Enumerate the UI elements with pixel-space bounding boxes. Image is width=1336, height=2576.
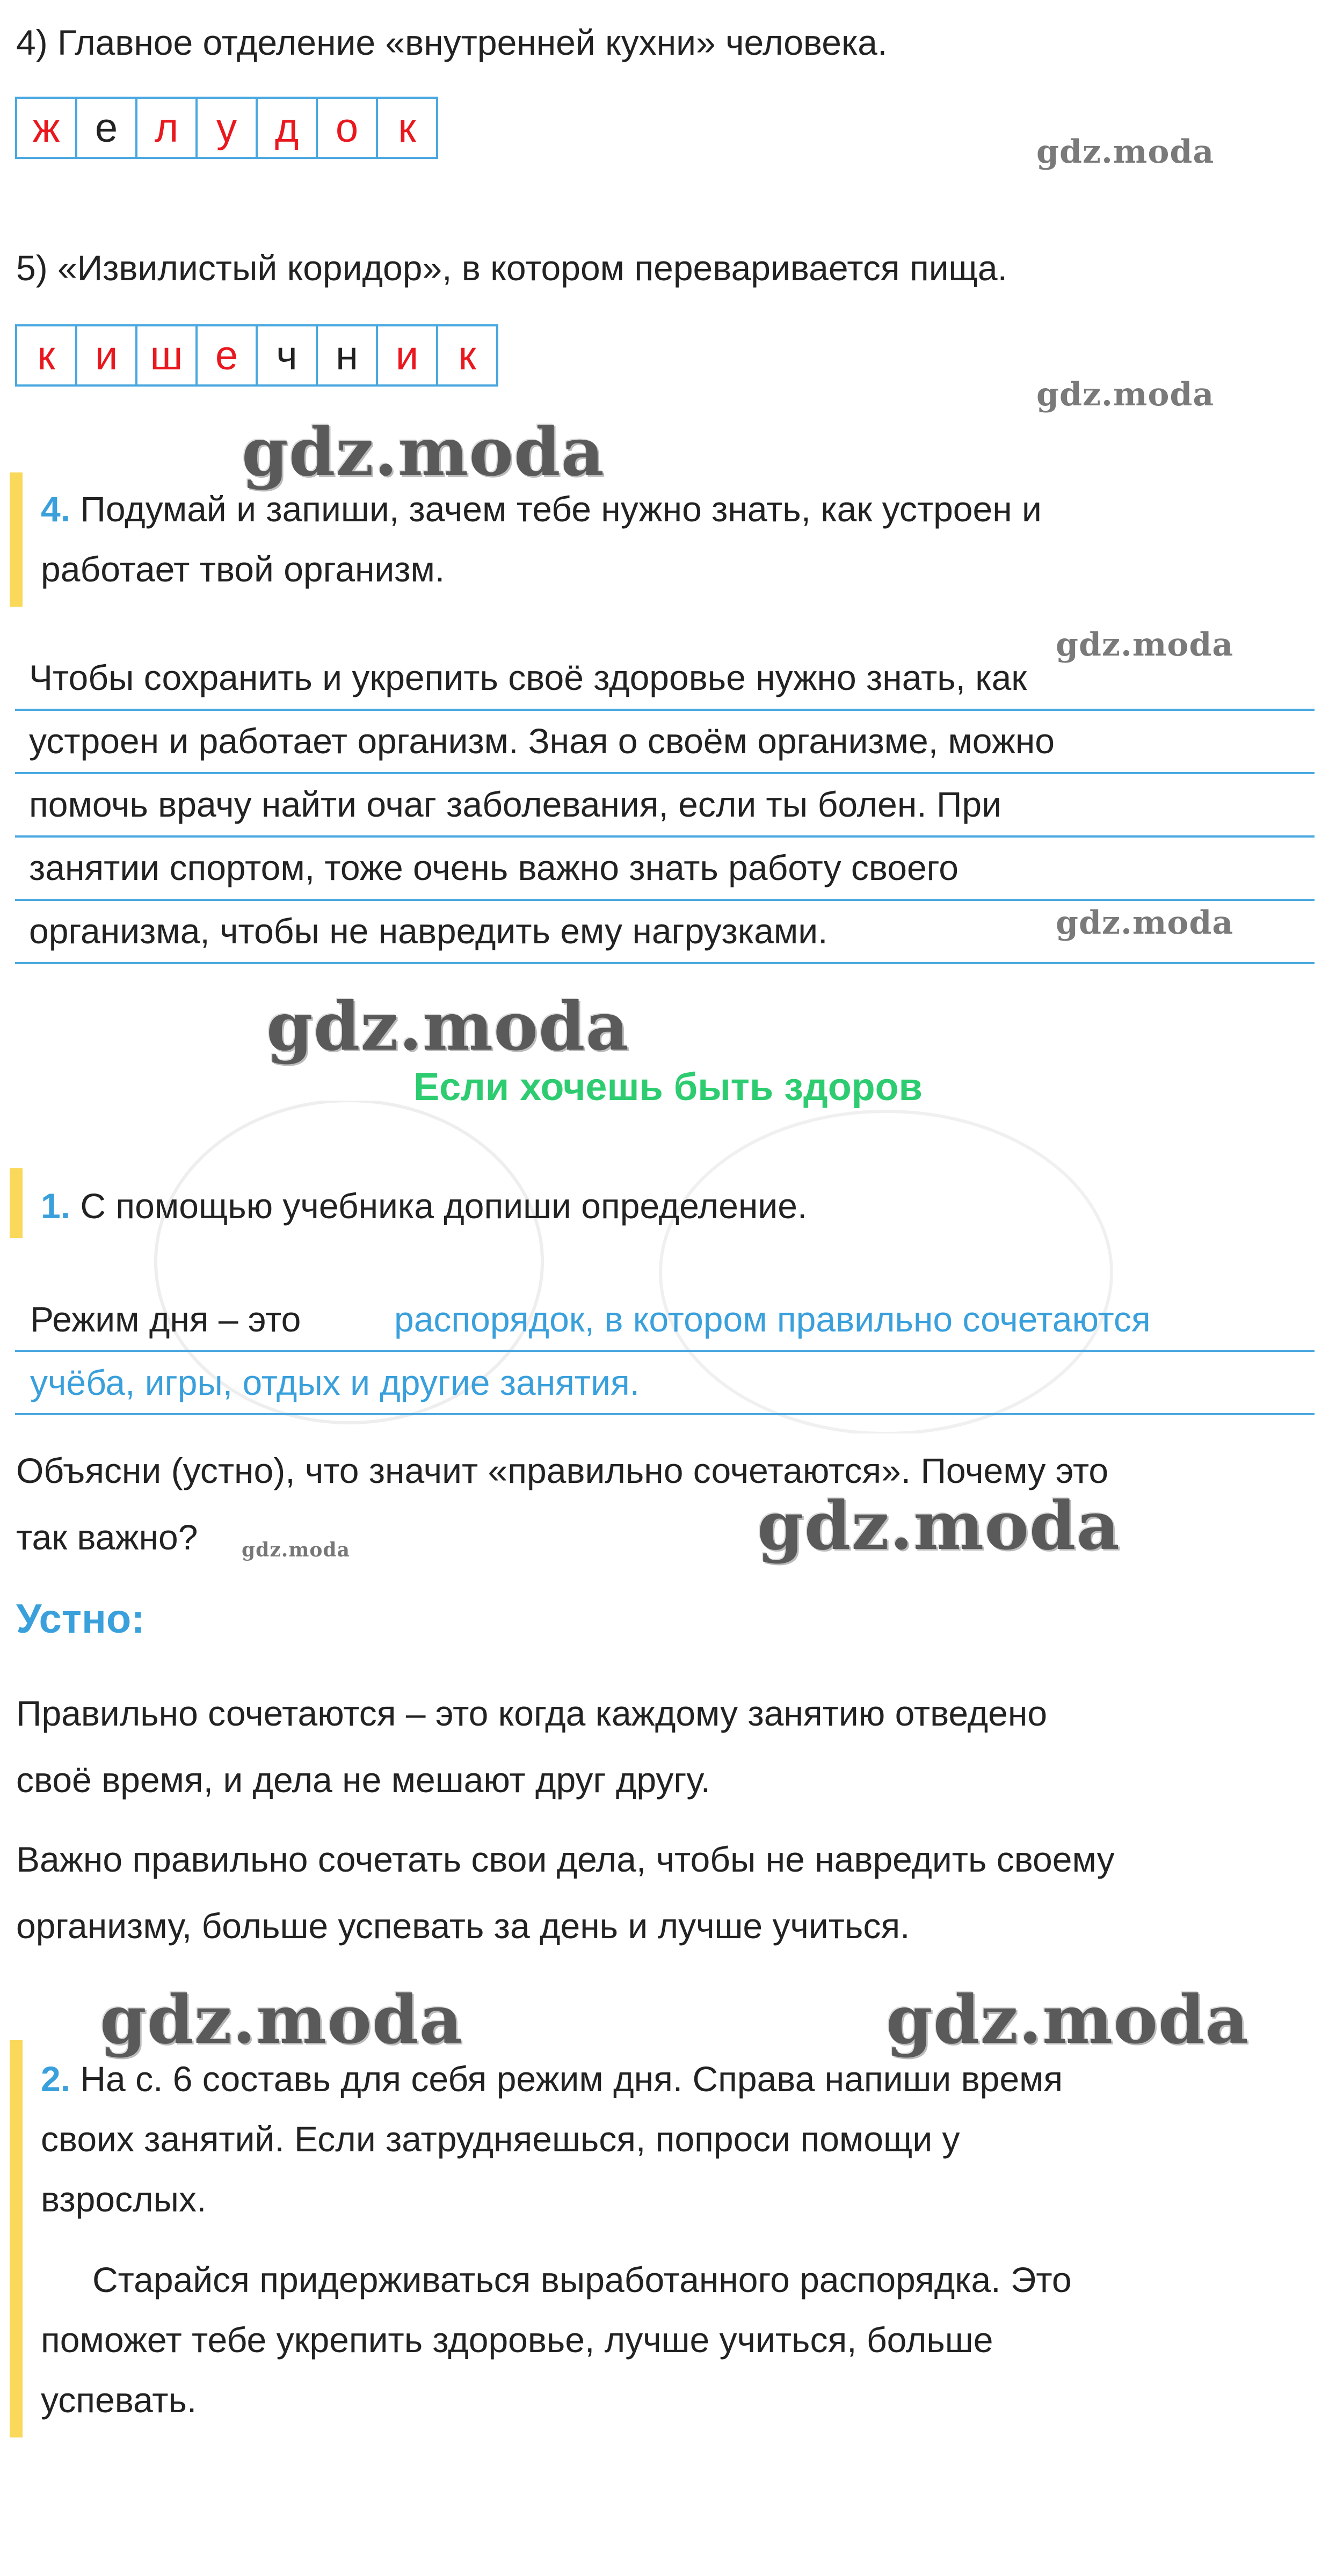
explain-question-line2: так важно? [16, 1517, 198, 1557]
question-4-text: 4) Главное отделение «внутренней кухни» человека. [16, 23, 888, 62]
watermark: gdz.moda [242, 413, 605, 491]
letter-cell: л [135, 97, 198, 159]
task-2-line4: Старайся придерживаться выработанного распорядка. Это [92, 2260, 1072, 2300]
task-2-line5: поможет тебе укрепить здоровье, лучше учиться, больше [41, 2320, 993, 2360]
letter-cell: д [256, 97, 318, 159]
answer-line: помочь врачу найти очаг заболевания, если ты болен. При [15, 774, 1315, 838]
letter-cell: о [316, 97, 378, 159]
watermark: gdz.moda [1036, 133, 1215, 171]
task-4-side-bar [10, 472, 23, 607]
watermark: gdz.moda [266, 988, 629, 1066]
task-2-line3: взрослых. [41, 2179, 207, 2219]
letter-cell: ш [135, 324, 198, 387]
watermark: gdz.moda [886, 1981, 1249, 2059]
task-2-line1: На с. 6 составь для себя режим дня. Справа напиши время [70, 2059, 1063, 2099]
task-1-prompt [41, 1176, 807, 1236]
oral-answer-p2-line2: организму, больше успевать за день и лучше учиться. [16, 1906, 910, 1946]
letter-cell: е [195, 324, 258, 387]
letter-cell: к [15, 324, 77, 387]
letter-cell: н [316, 324, 378, 387]
task-1-number: 1. [41, 1186, 71, 1226]
answer-4-letter-boxes [15, 97, 438, 159]
watermark: gdz.moda [1036, 376, 1215, 413]
definition-answer-line2: учёба, игры, отдых и другие занятия. [30, 1363, 640, 1402]
task-2-line2: своих занятий. Если затрудняешься, попроси помощи у [41, 2119, 960, 2159]
answer-5-letter-boxes [15, 324, 498, 387]
answer-line: организма, чтобы не навредить ему нагрузками. [15, 901, 1315, 964]
explain-question-line1: Объясни (устно), что значит «правильно сочетаются». Почему это [16, 1451, 1109, 1490]
task-4-number: 4. [41, 489, 71, 529]
letter-cell: у [195, 97, 258, 159]
letter-cell: и [75, 324, 137, 387]
task-1-side-bar [10, 1168, 23, 1238]
letter-cell: ж [15, 97, 77, 159]
oral-answer-p2-line1: Важно правильно сочетать свои дела, чтобы не навредить своему [16, 1839, 1115, 1879]
task-2-side-bar [10, 2040, 23, 2437]
oral-answer-p1-line1: Правильно сочетаются – это когда каждому занятию отведено [16, 1693, 1048, 1733]
letter-cell: е [75, 97, 137, 159]
task-2-line6: успевать. [41, 2380, 197, 2420]
letter-cell: к [376, 97, 438, 159]
letter-cell: к [436, 324, 498, 387]
letter-cell: и [376, 324, 438, 387]
watermark: gdz.moda [242, 1539, 350, 1561]
oral-answer-label: Устно: [16, 1596, 145, 1642]
oral-answer-p1-line2: своё время, и дела не мешают друг другу. [16, 1760, 711, 1800]
question-5-text: 5) «Извилистый коридор», в котором переваривается пища. [16, 248, 1007, 288]
task-2-number: 2. [41, 2059, 71, 2099]
letter-cell: ч [256, 324, 318, 387]
task-2-prompt [41, 2049, 1319, 2229]
watermark: gdz.moda [1056, 626, 1234, 664]
task-4-line2: работает твой организм. [41, 549, 445, 589]
watermark: gdz.moda [100, 1981, 463, 2059]
definition-answer-line1: распорядок, в котором правильно сочетаются [394, 1299, 1151, 1339]
task-4-line1: Подумай и запиши, зачем тебе нужно знать, как устроен и [70, 489, 1042, 529]
watermark: gdz.moda [1056, 904, 1234, 942]
definition-label: Режим дня – это [30, 1299, 301, 1339]
task-4-prompt [41, 479, 1319, 599]
section-heading: Если хочешь быть здоров [413, 1066, 923, 1109]
answer-line: занятии спортом, тоже очень важно знать работу своего [15, 838, 1315, 901]
answer-line: устроен и работает организм. Зная о своём организме, можно [15, 711, 1315, 774]
task-2-paragraph [41, 2250, 1319, 2430]
answer-line: Чтобы сохранить и укрепить своё здоровье нужно знать, как [15, 647, 1315, 711]
watermark: gdz.moda [757, 1487, 1120, 1565]
task-1-text: С помощью учебника допиши определение. [70, 1186, 808, 1226]
